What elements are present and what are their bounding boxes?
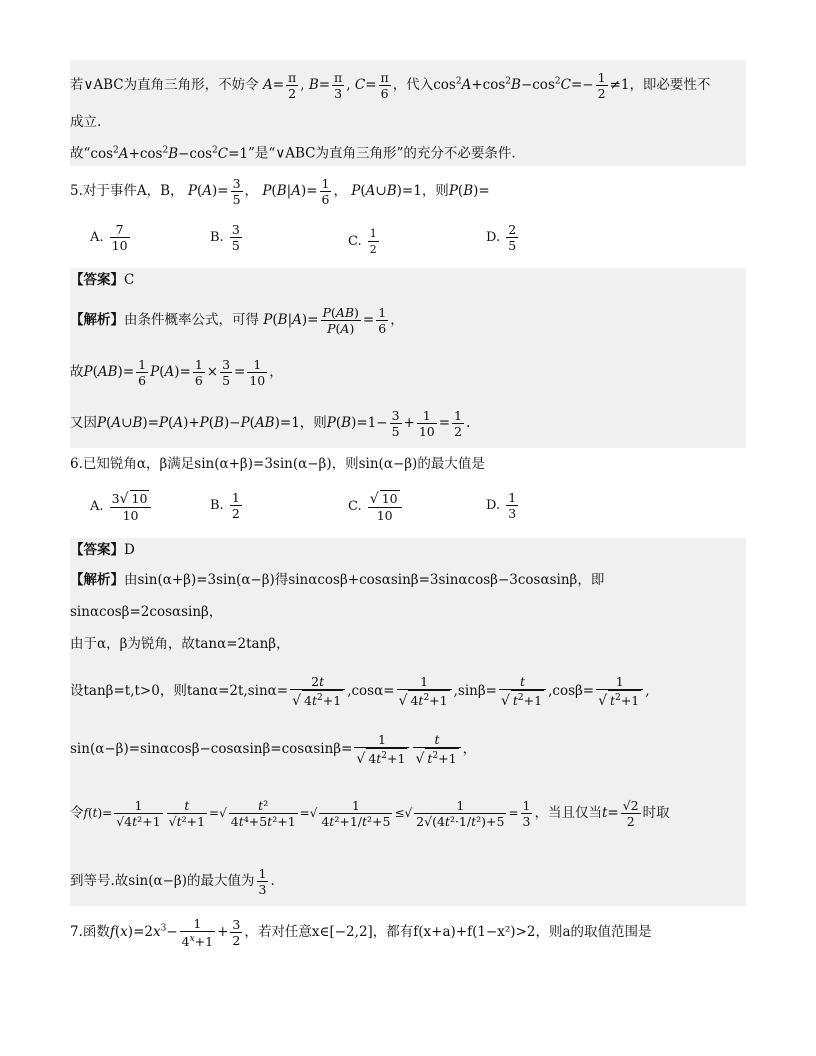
- analysis-line: [70, 674, 746, 709]
- option-d[interactable]: D. $\frac{2}{5}$: [486, 222, 517, 253]
- text-segment: ，代入: [392, 77, 434, 93]
- math-expr: $\cos^2A+\cos^2B-\cos^2C=-$ $\frac{1}{2}$ ≠1: [433, 70, 630, 101]
- question-5-stem: [70, 176, 746, 207]
- math-expr: $f(x)=2x^3-$ $\frac{1}{4^x+1}$ + $\frac{3}{2}$: [109, 916, 241, 950]
- answer-line: [70, 270, 746, 290]
- option-label: D.: [486, 230, 501, 245]
- analysis-line: 由于α，β为锐角，故tanα=2tanβ，: [70, 636, 290, 652]
- text-segment: 5.对于事件A，B，: [70, 183, 184, 199]
- math-expr: P(B|A)= $\frac{P(AB)}{P(A)}$ = $\frac{1}{6}$ ，: [263, 305, 404, 336]
- option-b[interactable]: B. $\frac{1}{2}$: [210, 490, 240, 521]
- math-expr: t= $\frac{√2}{2}$: [601, 798, 639, 829]
- text-segment: 设tanβ=t,t>0，则tanα=2t,: [70, 683, 248, 700]
- text-segment: ，即必要性不: [629, 77, 711, 93]
- text-segment: ，若对任意x∈[−2,2]，都有f(x+a)+f(1−x²)>2，则a的取值范围是: [244, 924, 652, 941]
- math-expr: $\cos^2A+\cos^2B-\cos^2C=1$: [90, 145, 249, 162]
- text-segment: 时取: [642, 805, 670, 821]
- option-label: A.: [90, 230, 104, 245]
- math-expr: P(A∪B)=P(A)+P(B)−P(AB)=1: [97, 415, 300, 431]
- math-expr: $\frac{1}{3}$ .: [258, 866, 275, 897]
- analysis-label: 【解析】: [70, 312, 124, 328]
- math-expr: A= $\frac{\pi}{2}$ , B= $\frac{\pi}{3}$ , C= $\frac{\pi}{6}$: [262, 70, 389, 101]
- text-line: [70, 140, 746, 164]
- analysis-line: [70, 866, 746, 897]
- text-segment: 令: [70, 805, 84, 821]
- option-label: D.: [486, 498, 501, 513]
- option-b[interactable]: B. $\frac{3}{5}$: [210, 222, 240, 253]
- analysis-line: [70, 305, 746, 336]
- analysis-label: 【解析】: [70, 572, 124, 588]
- text-line: [70, 70, 746, 101]
- text-segment: 7.函数: [70, 924, 110, 941]
- text-segment: 由条件概率公式，可得: [124, 312, 259, 328]
- text-segment: 若∨ABC为直角三角形，不妨令: [70, 77, 259, 93]
- math-expr: P(B)=1− $\frac{3}{5}$ + $\frac{1}{10}$ = $\frac{1}{2}$ .: [326, 408, 471, 439]
- math-expr: P(A)= $\frac{3}{5}$ ， P(B|A)= $\frac{1}{6}$ ， P(A∪B)=1: [187, 176, 422, 207]
- text-segment: 又因: [70, 415, 97, 431]
- answer-value: D: [124, 542, 135, 558]
- option-d[interactable]: D. $\frac{1}{3}$: [486, 490, 517, 521]
- text-segment: ，则: [421, 183, 449, 199]
- option-label: C.: [348, 234, 362, 249]
- text-segment: ，当且仅当: [534, 805, 602, 821]
- math-expr: f(t)= $\frac{1}{\text{√4t²+1}}$ $\frac{t}{\text{√t²+1}}$ =√ $\frac{\text{t²}}{\text{4t⁴+5t²+1}}$ =√ $\frac{1}{\text{4t²+1/t²+5}}$ ≤√ $\frac{1}{\text{2√(4t²·1/t²)+5}}$ = $\frac{1}{3}$: [83, 798, 531, 829]
- text-segment: 由sin(α+β)=3sin(α−β)得sinαcosβ+cosαsinβ=3sinαcosβ−3cosαsinβ，即: [124, 572, 605, 588]
- option-label: B.: [210, 230, 224, 245]
- math-expr: sin(α−β)=sinαcosβ−cosαsinβ=cosαsinβ= 1 √ $4t^2+1$ t √ $t^2+1$ ，: [70, 741, 476, 757]
- option-label: A.: [90, 499, 104, 514]
- question-7-stem: [70, 916, 746, 949]
- option-a[interactable]: A. $\frac{3√ 10}{10}$: [90, 490, 153, 523]
- option-label: C.: [348, 499, 362, 514]
- text-segment: 故“: [70, 145, 91, 162]
- question-6-stem: 6.已知锐角α，β满足sin(α+β)=3sin(α−β)，则sin(α−β)的最大值是: [70, 456, 485, 472]
- analysis-line: [70, 408, 746, 439]
- answer-value: C: [124, 272, 135, 288]
- option-c[interactable]: C. √ $\frac{10}{10}$: [348, 490, 404, 523]
- analysis-line: [70, 732, 746, 767]
- answer-label: 【答案】: [70, 272, 124, 288]
- math-expr: sinα= 2t √ $4t^2+1$ ,cosα= 1 √ $4t^2+1$ ,sinβ= t √ $t^2+1$ ,cosβ= 1 √ $t^2+1$ ,: [248, 683, 650, 699]
- text-segment: 故: [70, 364, 84, 380]
- math-expr: P(B)=: [448, 183, 490, 199]
- answer-line: [70, 540, 746, 560]
- analysis-line: [70, 570, 746, 590]
- text-segment: 到等号.故sin(α−β)的最大值为: [70, 873, 255, 889]
- text-segment: ”是“∨ABC为直角三角形”的充分不必要条件.: [248, 145, 516, 162]
- analysis-line: sinαcosβ=2cosαsinβ，: [70, 604, 223, 620]
- answer-label: 【答案】: [70, 542, 124, 558]
- option-a[interactable]: A. $\frac{7}{10}$: [90, 222, 128, 253]
- option-c[interactable]: C. $\frac{1}{2}$: [348, 227, 377, 256]
- analysis-line: [70, 798, 746, 829]
- text-segment: ，则: [299, 415, 327, 431]
- text-line: 成立.: [70, 114, 102, 130]
- analysis-line: [70, 357, 746, 388]
- math-expr: P(AB)= $\frac{1}{6}$ P(A)= $\frac{1}{6}$ × $\frac{3}{5}$ = $\frac{1}{10}$ ，: [83, 357, 283, 388]
- solution-block-6: [70, 538, 746, 906]
- option-label: B.: [210, 498, 224, 513]
